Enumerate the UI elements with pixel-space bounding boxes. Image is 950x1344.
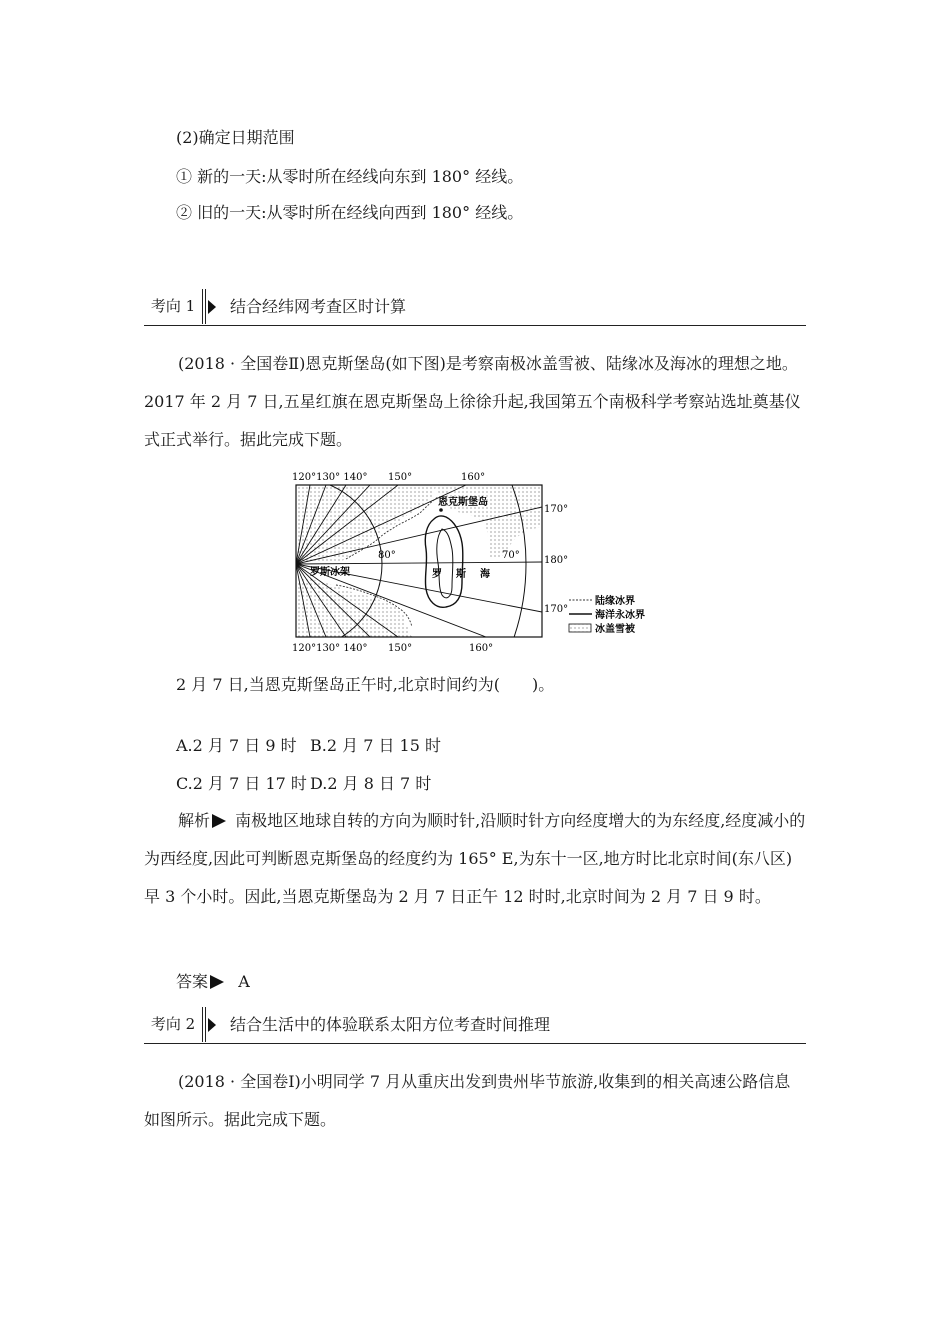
answer-block: [176, 972, 250, 992]
analysis-block: [144, 802, 806, 916]
top-lon-label: 120°130° 140°: [292, 472, 368, 483]
right-lon-label: 170°: [544, 604, 569, 615]
topic2-intro: (2018 · 全国卷Ⅰ)小明同学 7 月从重庆出发到贵州毕节旅游,收集到的相关高速公路信息如图所示。据此完成下题。: [144, 1072, 791, 1129]
section-heading: (2)确定日期范围: [176, 128, 295, 147]
option-a: A.2 月 7 日 9 时: [176, 736, 297, 755]
analysis-text: 南极地区地球自转的方向为顺时针,沿顺时针方向经度增大的为东经度,经度减小的为西经度,因此可判断恩克斯堡岛的经度约为 165° E,为东十一区,地方时比北京时间(东八区)早 3 个小时。因此,当恩克斯堡岛为 2 月 7 日正午 12 时时,北京时间为 2 月 7 日 9 时。: [144, 811, 806, 906]
option-c: C.2 月 7 日 17 时: [176, 774, 307, 793]
answer-label: 答案: [176, 972, 209, 991]
option-d: D.2 月 8 日 7 时: [310, 774, 432, 793]
topic2-tag: 考向 2: [144, 1007, 203, 1042]
shelf-label: 罗斯冰架: [310, 567, 350, 578]
analysis-label: 解析: [178, 811, 211, 830]
topic2-title: 结合生活中的体验联系太阳方位考查时间推理: [230, 1015, 551, 1034]
sea-label-1: 罗: [432, 569, 442, 580]
topic2-header: [144, 1007, 806, 1044]
legend-label: 陆缘冰界: [595, 596, 635, 607]
bottom-lon-label: 150°: [388, 643, 413, 654]
bottom-lon-label: 160°: [469, 643, 494, 654]
answer-value: A: [238, 972, 250, 991]
island-marker-icon: [439, 508, 443, 512]
topic1-intro: (2018 · 全国卷Ⅱ)恩克斯堡岛(如下图)是考察南极冰盖雪被、陆缘冰及海冰的理想之地。2017 年 2 月 7 日,五星红旗在恩克斯堡岛上徐徐升起,我国第五个南极科学考察站选址奠基仪式正式举行。据此完成下题。: [144, 354, 801, 449]
question-text: 2 月 7 日,当恩克斯堡岛正午时,北京时间约为( )。: [176, 675, 555, 694]
lat-label: 70°: [502, 550, 520, 561]
arrow-icon: [212, 814, 226, 828]
sea-label-2: 斯: [456, 569, 466, 580]
bottom-lon-label: 120°130° 140°: [292, 643, 368, 654]
topic1-title: 结合经纬网考查区时计算: [230, 297, 407, 316]
topic1-header: [144, 289, 806, 326]
legend-label: 冰盖雪被: [595, 624, 635, 635]
ross-sea-map: [286, 467, 666, 657]
right-lon-label: 170°: [544, 504, 569, 515]
legend-snow-icon: [569, 624, 591, 632]
arrow-icon: [210, 975, 224, 989]
option-b: B.2 月 7 日 15 时: [310, 736, 441, 755]
top-lon-label: 150°: [388, 472, 413, 483]
topic1-tag: 考向 1: [144, 289, 203, 324]
triangle-icon: [208, 1018, 216, 1032]
triangle-icon: [208, 300, 216, 314]
legend-label: 海洋永冰界: [595, 610, 645, 621]
top-lon-label: 160°: [461, 472, 486, 483]
right-lon-label: 180°: [544, 555, 569, 566]
lat-label: 80°: [378, 550, 396, 561]
island-label: 恩克斯堡岛: [438, 497, 488, 508]
section-item-1: ① 新的一天:从零时所在经线向东到 180° 经线。: [176, 167, 524, 186]
sea-label-3: 海: [480, 569, 490, 580]
section-item-2: ② 旧的一天:从零时所在经线向西到 180° 经线。: [176, 203, 524, 222]
